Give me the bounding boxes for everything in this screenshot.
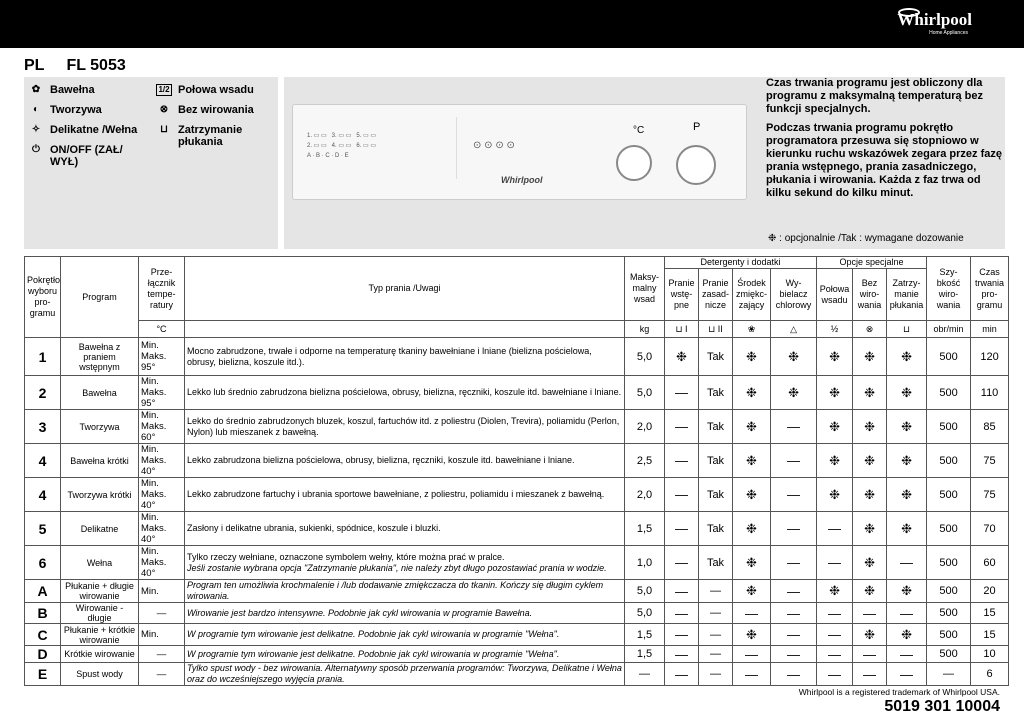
- group-detergenty: Detergenty i dodatki: [665, 257, 817, 269]
- row-bleach: —: [771, 663, 817, 686]
- row-load: 5,0: [625, 338, 665, 376]
- row-no-spin: —: [853, 646, 887, 663]
- program-table: [24, 256, 1009, 686]
- row-desc: [185, 410, 625, 444]
- row-temp: [139, 580, 185, 603]
- row-duration: 75: [971, 478, 1009, 512]
- col-pranie-wstepne: Pranie wstę- pne: [665, 269, 699, 321]
- row-no-spin: ❉: [853, 512, 887, 546]
- row-duration: 120: [971, 338, 1009, 376]
- row-desc: [185, 546, 625, 580]
- row-temp-min: Min.: [141, 629, 159, 640]
- option-buttons[interactable]: ⊙ ⊙ ⊙ ⊙: [473, 140, 515, 151]
- temp-symbol: °C: [633, 125, 645, 136]
- row-program: Tworzywa: [61, 410, 139, 444]
- row-desc-note: Program ten umożliwia krochmalenie i /lub dodawanie zmiękczacza do tkanin. Kończy się długim cyklem wirowania.: [187, 580, 604, 601]
- row-bleach: —: [771, 546, 817, 580]
- row-mainwash: Tak: [699, 478, 733, 512]
- row-softener: ❉: [733, 546, 771, 580]
- row-mainwash: Tak: [699, 410, 733, 444]
- row-mainwash: —: [699, 646, 733, 663]
- row-mainwash: —: [699, 603, 733, 624]
- row-temp-max: Maks. 40°: [141, 489, 167, 511]
- table-row: [25, 624, 1009, 646]
- col-pokretlo: Pokrętło wyboru pro- gramu: [25, 257, 61, 338]
- row-temp: [139, 512, 185, 546]
- row-prewash: —: [665, 444, 699, 478]
- row-load: 2,0: [625, 410, 665, 444]
- row-load: 1,5: [625, 646, 665, 663]
- row-half-load: ❉: [817, 410, 853, 444]
- row-rinse-hold: —: [887, 603, 927, 624]
- row-half-load: —: [817, 646, 853, 663]
- row-softener: ❉: [733, 444, 771, 478]
- row-bleach: ❉: [771, 376, 817, 410]
- row-desc: [185, 478, 625, 512]
- row-desc-note: Wirowanie jest bardzo intensywne. Podobnie jak cykl wirowania w programie Bawełna.: [187, 607, 533, 618]
- row-rinse-hold: ❉: [887, 444, 927, 478]
- row-rinse-hold: —: [887, 663, 927, 686]
- row-mainwash: Tak: [699, 376, 733, 410]
- row-temp-min: Min.: [141, 546, 159, 557]
- info-paragraph-2: Podczas trwania programu pokrętło programatora przesuwa się stopniowo w kierunku ruchu wskazówek zegara przez fazę prania wstępnego, prania zasadniczego, płukania i wirowania. Każda z faz trwa od kilku sekund do kilku minut.: [766, 122, 1002, 199]
- row-number: 5: [25, 512, 61, 546]
- row-mainwash: Tak: [699, 444, 733, 478]
- row-load: —: [625, 663, 665, 686]
- row-mainwash: Tak: [699, 512, 733, 546]
- rinse-hold-icon: ⊔: [160, 124, 168, 135]
- row-softener: ❉: [733, 478, 771, 512]
- row-program: Bawełna krótki: [61, 444, 139, 478]
- table-row: [25, 338, 1009, 376]
- row-mainwash: —: [699, 663, 733, 686]
- row-desc-text: Zasłony i delikatne ubrania, sukienki, spódnice, koszule i bluzki.: [187, 523, 441, 533]
- col-wybielacz: Wy- bielacz chlorowy: [771, 269, 817, 321]
- info-box: [762, 77, 1005, 249]
- col-zatrzymanie: Zatrzy- manie płukania: [887, 269, 927, 321]
- table-row: [25, 444, 1009, 478]
- rinse-hold-icon: ⊔: [887, 321, 927, 338]
- row-duration: 20: [971, 580, 1009, 603]
- row-duration: 110: [971, 376, 1009, 410]
- row-temp: [139, 663, 185, 686]
- row-spin-speed: 500: [927, 580, 971, 603]
- row-duration: 15: [971, 603, 1009, 624]
- row-temp-max: Maks. 60°: [141, 421, 167, 443]
- row-desc-text: Tylko rzeczy wełniane, oznaczone symbolem wełny, które można prać w pralce.: [187, 551, 505, 562]
- document-code: 5019 301 10004: [884, 698, 1000, 715]
- row-half-load: ❉: [817, 580, 853, 603]
- language-code: PL: [24, 57, 45, 74]
- row-spin-speed: 500: [927, 546, 971, 580]
- power-icon: ⏻: [32, 144, 40, 155]
- no-spin-icon: ⊗: [853, 321, 887, 338]
- table-row: [25, 512, 1009, 546]
- row-temp-min: Min.: [141, 340, 159, 351]
- row-bleach: ❉: [771, 338, 817, 376]
- row-half-load: ❉: [817, 444, 853, 478]
- brand-logo: Whirlpool: [897, 10, 972, 29]
- col-program: Program: [61, 257, 139, 338]
- prog-symbol: P: [693, 121, 701, 133]
- table-row: [25, 663, 1009, 686]
- row-temp: [139, 444, 185, 478]
- row-program: Bawełna: [61, 376, 139, 410]
- program-grid: 1. ▭ ▭ 3. ▭ ▭ 5. ▭ ▭ 2. ▭ ▭ 4. ▭ ▭ 6. ▭ ▭ A · B · C · D · E: [307, 117, 457, 179]
- row-bleach: —: [771, 512, 817, 546]
- row-temp-min: —: [156, 648, 167, 660]
- legend-zatrz: ⊔ Zatrzymanie płukania: [156, 124, 266, 148]
- row-spin-speed: 500: [927, 478, 971, 512]
- row-number: C: [25, 624, 61, 646]
- row-bleach: —: [771, 624, 817, 646]
- row-mainwash: —: [699, 624, 733, 646]
- row-softener: ❉: [733, 376, 771, 410]
- row-softener: ❉: [733, 512, 771, 546]
- row-rinse-hold: ❉: [887, 338, 927, 376]
- row-half-load: —: [817, 546, 853, 580]
- row-desc: [185, 646, 625, 663]
- row-rinse-hold: ❉: [887, 376, 927, 410]
- row-softener: ❉: [733, 410, 771, 444]
- softener-icon: ❀: [733, 321, 771, 338]
- row-temp-min: Min.: [141, 410, 159, 421]
- row-temp: [139, 624, 185, 646]
- row-load: 2,5: [625, 444, 665, 478]
- table-row: [25, 603, 1009, 624]
- row-desc: [185, 580, 625, 603]
- col-czas: Czas trwania pro- gramu: [971, 257, 1009, 321]
- row-temp-max: Maks. 40°: [141, 557, 167, 579]
- row-number: 4: [25, 444, 61, 478]
- row-half-load: —: [817, 603, 853, 624]
- row-rinse-hold: ❉: [887, 624, 927, 646]
- unit-czas: min: [971, 321, 1009, 338]
- cotton-icon: ✿: [31, 84, 41, 95]
- row-duration: 60: [971, 546, 1009, 580]
- row-spin-speed: 500: [927, 603, 971, 624]
- row-desc: [185, 663, 625, 686]
- row-desc-note: Tylko spust wody - bez wirowania. Alternatywny sposób przerwania programów: Tworzywa, Delikatne i Wełna oraz do wcześniejszego wyjęcia prania.: [187, 663, 622, 684]
- unit-typ-empty: [185, 321, 625, 338]
- mainwash-icon: ⊔ II: [699, 321, 733, 338]
- row-program: Delikatne: [61, 512, 139, 546]
- row-bleach: —: [771, 444, 817, 478]
- row-rinse-hold: ❉: [887, 512, 927, 546]
- row-half-load: ❉: [817, 338, 853, 376]
- row-temp-min: Min.: [141, 444, 159, 455]
- info-paragraph-1: Czas trwania programu jest obliczony dla programu z maksymalną temperaturą bez funkcji specjalnych.: [766, 77, 984, 115]
- group-opcje: Opcje specjalne: [817, 257, 927, 269]
- col-pranie-zasadnicze: Pranie zasad- nicze: [699, 269, 733, 321]
- row-temp: [139, 646, 185, 663]
- row-half-load: —: [817, 512, 853, 546]
- unit-temp: °C: [139, 321, 185, 338]
- row-no-spin: ❉: [853, 478, 887, 512]
- half-load-icon: 1/2: [156, 84, 172, 96]
- row-program: Bawełna z praniem wstępnym: [61, 338, 139, 376]
- brand-sub: Home Appliances: [929, 30, 968, 36]
- row-temp: [139, 546, 185, 580]
- row-program: Wełna: [61, 546, 139, 580]
- table-row: [25, 580, 1009, 603]
- row-temp-max: Maks. 40°: [141, 523, 167, 545]
- row-temp-max: Maks. 95°: [141, 351, 167, 373]
- row-duration: 85: [971, 410, 1009, 444]
- unit-szybkosc: obr/min: [927, 321, 971, 338]
- row-temp-min: —: [156, 607, 167, 619]
- row-softener: —: [733, 646, 771, 663]
- row-desc: [185, 512, 625, 546]
- program-dial[interactable]: [676, 145, 716, 185]
- row-spin-speed: —: [927, 663, 971, 686]
- row-desc-note: W programie tym wirowanie jest delikatne. Podobnie jak cykl wirowania w programie "Wełna".: [187, 648, 560, 659]
- row-temp-min: —: [156, 668, 167, 680]
- row-prewash: —: [665, 512, 699, 546]
- row-number: 3: [25, 410, 61, 444]
- row-number: B: [25, 603, 61, 624]
- row-bleach: —: [771, 603, 817, 624]
- row-program: Płukanie + krótkie wirowanie: [61, 624, 139, 646]
- row-duration: 75: [971, 444, 1009, 478]
- row-desc: [185, 603, 625, 624]
- row-half-load: —: [817, 663, 853, 686]
- row-half-load: —: [817, 624, 853, 646]
- symbol-legend: [24, 77, 278, 249]
- row-desc-text: Lekko do średnio zabrudzonych bluzek, koszul, fartuchów itd. z poliestru (Diolen, Trevira), poliamidu (Perlon, Nylon) lub mieszanek z bawełną.: [187, 415, 620, 437]
- row-mainwash: —: [699, 580, 733, 603]
- row-spin-speed: 500: [927, 410, 971, 444]
- row-temp-min: Min.: [141, 376, 159, 387]
- table-row: [25, 546, 1009, 580]
- row-desc-note: W programie tym wirowanie jest delikatne. Podobnie jak cykl wirowania w programie "Wełna".: [187, 629, 560, 639]
- row-no-spin: ❉: [853, 444, 887, 478]
- row-desc-text: Lekko zabrudzone fartuchy i ubrania sportowe bawełniane, z poliestru, poliamidu i mieszanek z bawełną.: [187, 489, 605, 499]
- row-softener: ❉: [733, 338, 771, 376]
- row-load: 5,0: [625, 376, 665, 410]
- row-bleach: —: [771, 646, 817, 663]
- synthetics-icon: ◐: [32, 104, 40, 115]
- model-number: FL 5053: [66, 57, 126, 74]
- col-szybkosc: Szy- bkość wiro- wania: [927, 257, 971, 321]
- row-duration: 6: [971, 663, 1009, 686]
- row-desc-text: Lekko lub średnio zabrudzona bielizna pościelowa, obrusy, bielizna, ręczniki, koszule itd. bawełniane i lniane.: [187, 387, 622, 397]
- page-title: [24, 57, 148, 75]
- row-program: Płukanie + długie wirowanie: [61, 580, 139, 603]
- row-prewash: —: [665, 546, 699, 580]
- row-number: 2: [25, 376, 61, 410]
- row-number: D: [25, 646, 61, 663]
- row-no-spin: —: [853, 663, 887, 686]
- row-prewash: —: [665, 410, 699, 444]
- row-spin-speed: 500: [927, 624, 971, 646]
- row-spin-speed: 500: [927, 444, 971, 478]
- row-temp: [139, 478, 185, 512]
- table-row: [25, 646, 1009, 663]
- legend-bezwir: ⊗ Bez wirowania: [156, 104, 254, 116]
- row-rinse-hold: —: [887, 646, 927, 663]
- row-no-spin: ❉: [853, 624, 887, 646]
- row-prewash: —: [665, 478, 699, 512]
- col-temp: Prze- łącznik tempe- ratury: [139, 257, 185, 321]
- table-row: [25, 410, 1009, 444]
- row-program: Wirowanie - długie: [61, 603, 139, 624]
- row-number: E: [25, 663, 61, 686]
- col-polowa: Połowa wsadu: [817, 269, 853, 321]
- header-bar: [0, 0, 1024, 48]
- row-bleach: —: [771, 580, 817, 603]
- row-desc-note: Jeśli zostanie wybrana opcja "Zatrzymanie płukania", nie należy zbyt długo pozostawiać prania w wodzie.: [187, 562, 607, 573]
- row-no-spin: ❉: [853, 410, 887, 444]
- row-duration: 15: [971, 624, 1009, 646]
- row-temp: [139, 410, 185, 444]
- row-temp-max: Maks. 40°: [141, 455, 167, 477]
- row-desc-text: Mocno zabrudzone, trwałe i odporne na temperaturę tkaniny bawełniane i lniane (bielizna pościelowa, obrusy, bielizna, koszule itd.).: [187, 345, 592, 367]
- row-rinse-hold: ❉: [887, 580, 927, 603]
- row-duration: 70: [971, 512, 1009, 546]
- row-temp: [139, 376, 185, 410]
- row-temp-min: Min.: [141, 478, 159, 489]
- row-number: 6: [25, 546, 61, 580]
- no-spin-icon: ⊗: [159, 104, 169, 115]
- row-no-spin: ❉: [853, 546, 887, 580]
- row-desc: [185, 624, 625, 646]
- row-prewash: —: [665, 580, 699, 603]
- row-prewash: —: [665, 646, 699, 663]
- row-temp-min: Min.: [141, 512, 159, 523]
- row-rinse-hold: ❉: [887, 410, 927, 444]
- row-half-load: ❉: [817, 478, 853, 512]
- row-softener: ❉: [733, 580, 771, 603]
- row-number: 1: [25, 338, 61, 376]
- row-rinse-hold: —: [887, 546, 927, 580]
- row-desc: [185, 376, 625, 410]
- trademark-note: Whirlpool is a registered trademark of Whirlpool USA.: [798, 687, 1000, 697]
- row-mainwash: Tak: [699, 546, 733, 580]
- row-softener: —: [733, 603, 771, 624]
- col-wsad: Maksy- malny wsad: [625, 257, 665, 321]
- row-spin-speed: 500: [927, 376, 971, 410]
- row-half-load: ❉: [817, 376, 853, 410]
- row-softener: —: [733, 663, 771, 686]
- half-load-icon: ½: [817, 321, 853, 338]
- control-panel-image: [284, 77, 762, 249]
- row-load: 1,0: [625, 546, 665, 580]
- row-temp: [139, 603, 185, 624]
- row-rinse-hold: ❉: [887, 478, 927, 512]
- prewash-icon: ⊔ I: [665, 321, 699, 338]
- table-row: [25, 376, 1009, 410]
- col-srodek: Środek zmiękc- zający: [733, 269, 771, 321]
- row-prewash: —: [665, 624, 699, 646]
- unit-wsad: kg: [625, 321, 665, 338]
- row-load: 5,0: [625, 580, 665, 603]
- row-desc: [185, 338, 625, 376]
- legend-note: ❉ : opcjonalnie /Tak : wymagane dozowanie: [768, 233, 964, 244]
- row-no-spin: ❉: [853, 338, 887, 376]
- row-spin-speed: 500: [927, 512, 971, 546]
- bleach-icon: △: [771, 321, 817, 338]
- row-no-spin: ❉: [853, 580, 887, 603]
- legend-polowa: 1/2 Połowa wsadu: [156, 84, 254, 96]
- delicates-icon: ✧: [31, 124, 41, 135]
- table-row: [25, 478, 1009, 512]
- row-prewash: —: [665, 603, 699, 624]
- legend-tworzywa: ◐ Tworzywa: [28, 104, 102, 116]
- legend-delikatne: ✧ Delikatne /Wełna: [28, 124, 137, 136]
- row-number: A: [25, 580, 61, 603]
- legend-onoff: ⏻ ON/OFF (ZAŁ/ WYŁ): [28, 144, 138, 168]
- temperature-dial[interactable]: [616, 145, 652, 181]
- row-load: 5,0: [625, 603, 665, 624]
- legend-bawelna: ✿ Bawełna: [28, 84, 95, 96]
- row-temp-max: Maks. 95°: [141, 387, 167, 409]
- row-desc-text: Lekko zabrudzona bielizna pościelowa, obrusy, bielizna, ręczniki, koszule itd. bawełniane i lniane.: [187, 455, 575, 465]
- row-bleach: —: [771, 478, 817, 512]
- row-number: 4: [25, 478, 61, 512]
- row-softener: ❉: [733, 624, 771, 646]
- row-spin-speed: 500: [927, 338, 971, 376]
- row-spin-speed: 500: [927, 646, 971, 663]
- row-temp: [139, 338, 185, 376]
- panel-brand: Whirlpool: [501, 175, 543, 185]
- row-prewash: —: [665, 663, 699, 686]
- control-panel: [292, 104, 747, 200]
- row-desc: [185, 444, 625, 478]
- row-load: 2,0: [625, 478, 665, 512]
- row-load: 1,5: [625, 512, 665, 546]
- row-duration: 10: [971, 646, 1009, 663]
- row-no-spin: —: [853, 603, 887, 624]
- row-temp-min: Min.: [141, 585, 159, 597]
- row-prewash: ❉: [665, 338, 699, 376]
- row-program: Spust wody: [61, 663, 139, 686]
- row-mainwash: Tak: [699, 338, 733, 376]
- row-program: Tworzywa krótki: [61, 478, 139, 512]
- row-no-spin: ❉: [853, 376, 887, 410]
- col-typ: Typ prania /Uwagi: [185, 257, 625, 321]
- row-prewash: —: [665, 376, 699, 410]
- row-load: 1,5: [625, 624, 665, 646]
- col-bez-wirowania: Bez wiro- wania: [853, 269, 887, 321]
- row-bleach: —: [771, 410, 817, 444]
- row-program: Krótkie wirowanie: [61, 646, 139, 663]
